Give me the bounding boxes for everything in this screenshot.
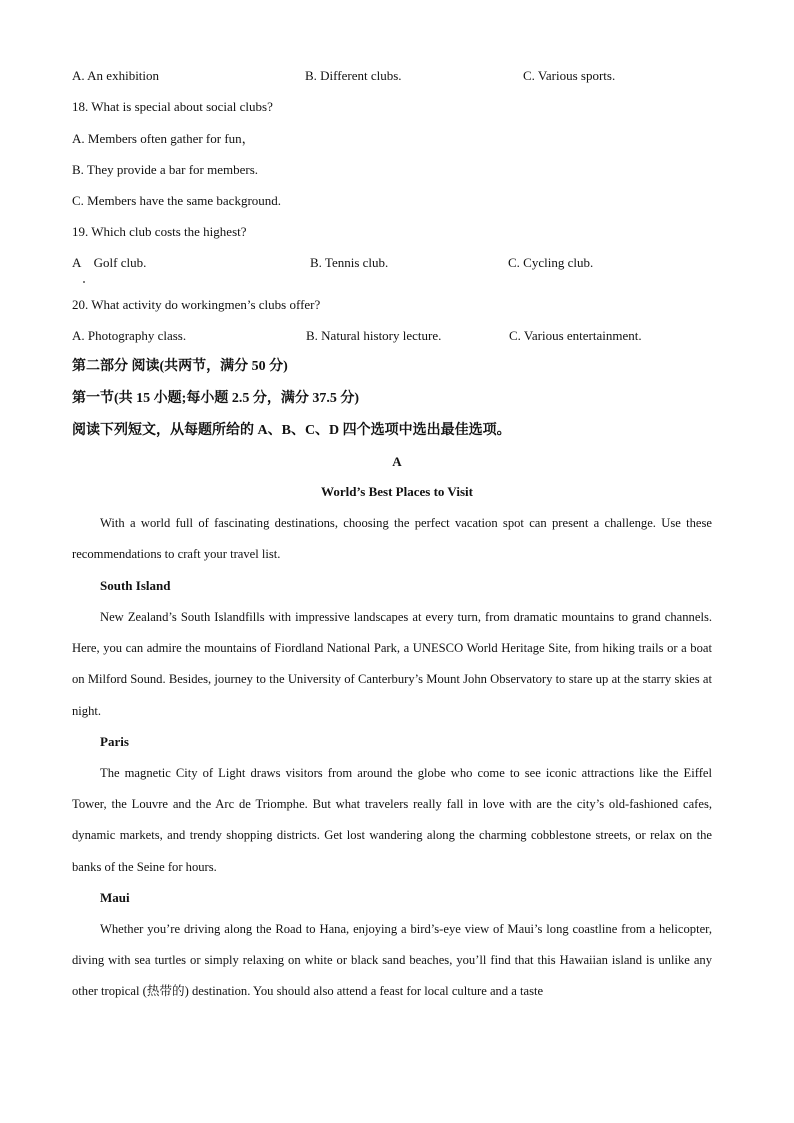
q18-option-c: C. Members have the same background. (72, 193, 282, 208)
maui-heading: Maui (100, 890, 130, 905)
q19-option-a: A Golf club. (72, 255, 147, 270)
q17-option-a: A. An exhibition (72, 68, 160, 83)
q18-question: 18. What is special about social clubs? (72, 99, 273, 114)
q20-question: 20. What activity do workingmen’s clubs offer? (72, 297, 321, 312)
part-title: 第二部分 阅读(共两节，满分 50 分) (72, 359, 288, 374)
south-island-text: New Zealand’s South Islandfills with impressive landscapes at every turn, from dramatic mountains to grand channels. Here, you can admire the mountains of Fiordland National Park, a UNESCO World Heritage Site, from hiking trails or a boat on Milford Sound. Besides, journey to the University of Canterbury’s Mount John Observatory to stare up at the starry skies at night. (72, 610, 712, 718)
south-island-heading: South Island (100, 578, 171, 593)
passage-letter: A (392, 454, 402, 469)
q19-option-c: C. Cycling club. (508, 255, 594, 270)
paris-text: The magnetic City of Light draws visitors from around the globe who come to see iconic attractions like the Eiffel Tower, the Louvre and the Arc de Triomphe. But what travelers really fall in love with are the city’s old-fashioned cafes, dynamic markets, and trendy shopping districts. Get lost wandering along the charming cobblestone streets, or relax on the banks of the Seine for hours. (72, 766, 712, 874)
q18-option-b: B. They provide a bar for members. (72, 162, 259, 177)
stray-dot (83, 281, 85, 283)
q19-option-b: B. Tennis club. (310, 255, 389, 270)
maui-text: Whether you’re driving along the Road to Hana, enjoying a bird’s-eye view of Maui’s long coastline from a helicopter, diving with sea turtles or simply relaxing on white or black sand beaches, you’ll find that this Hawaiian island is unlike any other tropical (热带的) destination. You should also attend a feast for local culture and a taste (72, 922, 712, 999)
passage-intro (72, 508, 712, 570)
passage-title: World’s Best Places to Visit (321, 484, 473, 499)
q18-option-a: A. Members often gather for fun， (72, 131, 255, 146)
q17-option-b: B. Different clubs. (305, 68, 402, 83)
q17-option-c: C. Various sports. (523, 68, 616, 83)
q20-option-c: C. Various entertainment. (509, 328, 642, 343)
south-island-paragraph (72, 602, 712, 727)
intro-text: With a world full of fascinating destinations, choosing the perfect vacation spot can present a challenge. Use these recommendations to craft your travel list. (72, 516, 712, 562)
paris-paragraph (72, 758, 712, 883)
section-instruction: 阅读下列短文，从每题所给的 A、B、C、D 四个选项中选出最佳选项。 (72, 423, 511, 438)
section-title: 第一节(共 15 小题;每小题 2.5 分，满分 37.5 分) (72, 391, 359, 406)
q19-question: 19. Which club costs the highest? (72, 224, 247, 239)
paris-heading: Paris (100, 734, 129, 749)
q20-option-a: A. Photography class. (72, 328, 187, 343)
maui-paragraph (72, 914, 712, 1008)
q20-option-b: B. Natural history lecture. (306, 328, 442, 343)
